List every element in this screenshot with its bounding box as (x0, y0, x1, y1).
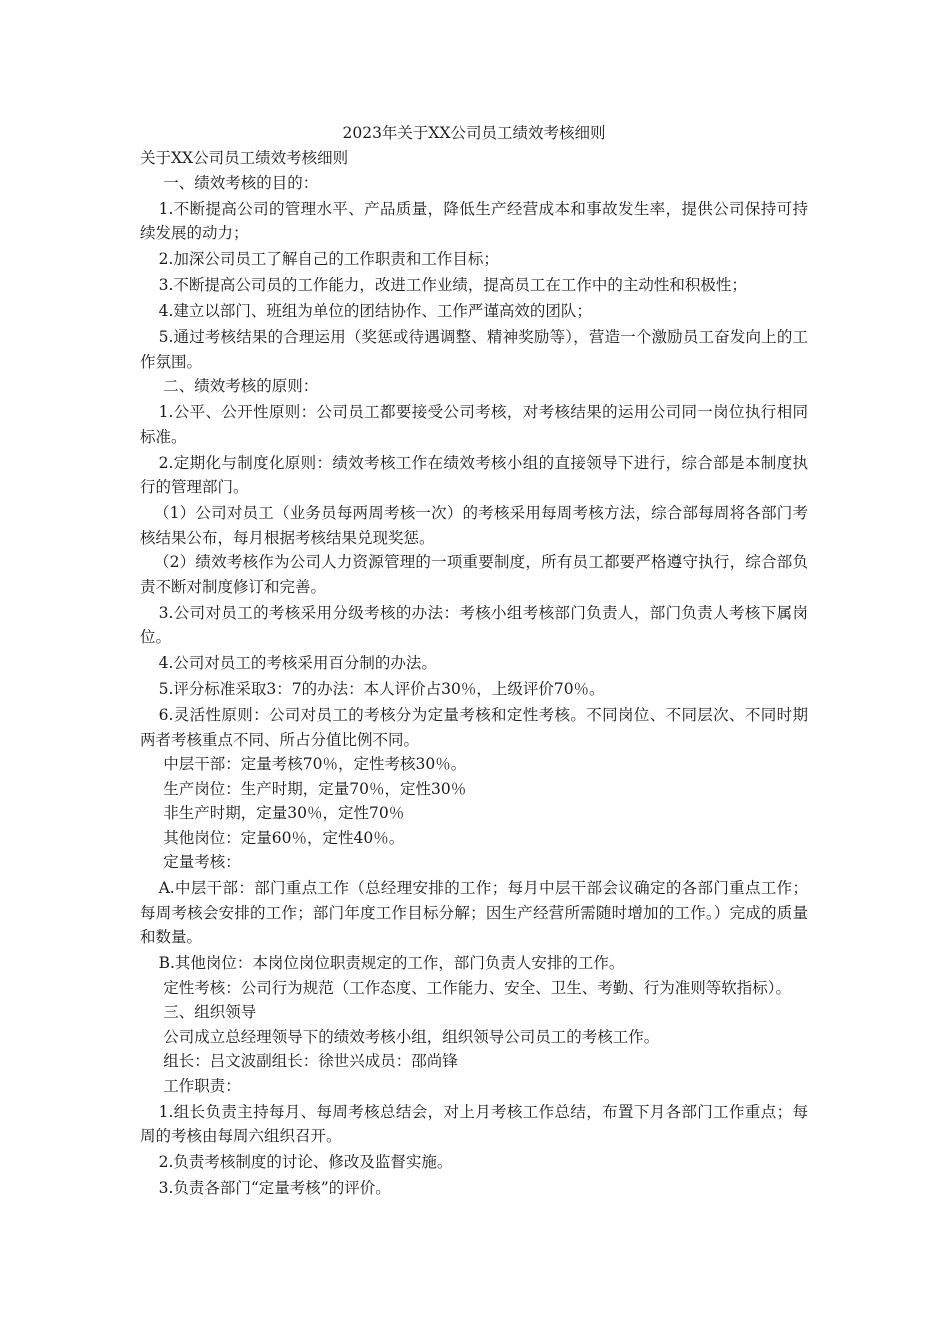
paragraph: 生产岗位：生产时期，定量70％，定性30％ (163, 779, 467, 798)
paragraph: A.中层干部：部门重点工作（总经理安排的工作；每月中层干部会议确定的各部门重点工作；每周考核会安排的工作；部门年度工作目标分解；因生产经营所需随时增加的工作。）完成的质量和数量。 (140, 879, 808, 946)
paragraph: 2.负责考核制度的讨论、修改及监督实施。 (158, 1153, 453, 1171)
paragraph: 2.加深公司员工了解自己的工作职责和工作目标； (158, 250, 499, 268)
subtitle: 关于XX公司员工绩效考核细则 (140, 149, 349, 167)
paragraph: 6.灵活性原则：公司对员工的考核分为定量考核和定性考核。不同岗位、不同层次、不同时期两者考核重点不同、所占分值比例不同。 (140, 706, 808, 749)
paragraph: 3.公司对员工的考核采用分级考核的办法：考核小组考核部门负责人，部门负责人考核下属岗位。 (140, 603, 808, 646)
paragraph: B.其他岗位：本岗位岗位职责规定的工作，部门负责人安排的工作。 (158, 954, 625, 972)
paragraph: （2）绩效考核作为公司人力资源管理的一项重要制度，所有员工都要严格遵守执行，综合部负责不断对制度修订和完善。 (140, 553, 808, 596)
section-heading-principles: 二、绩效考核的原则： (163, 377, 319, 395)
paragraph: 4.公司对员工的考核采用百分制的办法。 (158, 654, 437, 672)
paragraph: 4.建立以部门、班组为单位的团结协作、工作严谨高效的团队； (158, 302, 592, 320)
paragraph: 1.公平、公开性原则：公司员工都要接受公司考核，对考核结果的运用公司同一岗位执行相同标准。 (140, 403, 808, 446)
paragraph: 定量考核： (163, 853, 241, 871)
paragraph: 1.不断提高公司的管理水平、产品质量，降低生产经营成本和事故发生率，提供公司保持可持续发展的动力； (140, 199, 808, 242)
paragraph: 3.负责各部门“定量考核”的评价。 (158, 1179, 391, 1197)
section-heading-organization: 三、组织领导 (163, 1003, 257, 1021)
paragraph: （1）公司对员工（业务员每两周考核一次）的考核采用每周考核方法，综合部每周将各部门考核结果公布，每月根据考核结果兑现奖惩。 (140, 504, 808, 547)
paragraph: 工作职责： (163, 1076, 241, 1095)
document-body (140, 120, 808, 1201)
paragraph: 非生产时期，定量30％，定性70％ (163, 804, 405, 822)
paragraph: 2.定期化与制度化原则：绩效考核工作在绩效考核小组的直接领导下进行，综合部是本制度执行的管理部门。 (140, 453, 808, 496)
document-title: 2023年关于XX公司员工绩效考核细则 (342, 124, 606, 142)
paragraph: 中层干部：定量考核70％，定性考核30％。 (163, 755, 467, 773)
paragraph: 5.通过考核结果的合理运用（奖惩或待遇调整、精神奖励等），营造一个激励员工奋发向上的工作氛围。 (140, 328, 808, 371)
paragraph: 组长：吕文波副组长：徐世兴成员：邵尚锋 (163, 1052, 458, 1070)
paragraph: 公司成立总经理领导下的绩效考核小组，组织领导公司员工的考核工作。 (163, 1027, 660, 1046)
paragraph: 定性考核：公司行为规范（工作态度、工作能力、安全、卫生、考勤、行为准则等软指标）。 (163, 978, 792, 997)
paragraph: 1.组长负责主持每月、每周考核总结会，对上月考核工作总结，布置下月各部门工作重点；每周的考核由每周六组织召开。 (140, 1102, 808, 1145)
paragraph: 5.评分标准采取3：7的办法：本人评价占30％，上级评价70％。 (158, 680, 605, 698)
paragraph: 3.不断提高公司员的工作能力，改进工作业绩，提高员工在工作中的主动性和积极性； (158, 276, 747, 294)
section-heading-purpose: 一、绩效考核的目的： (163, 173, 319, 192)
paragraph: 其他岗位：定量60％，定性40％。 (163, 828, 405, 847)
